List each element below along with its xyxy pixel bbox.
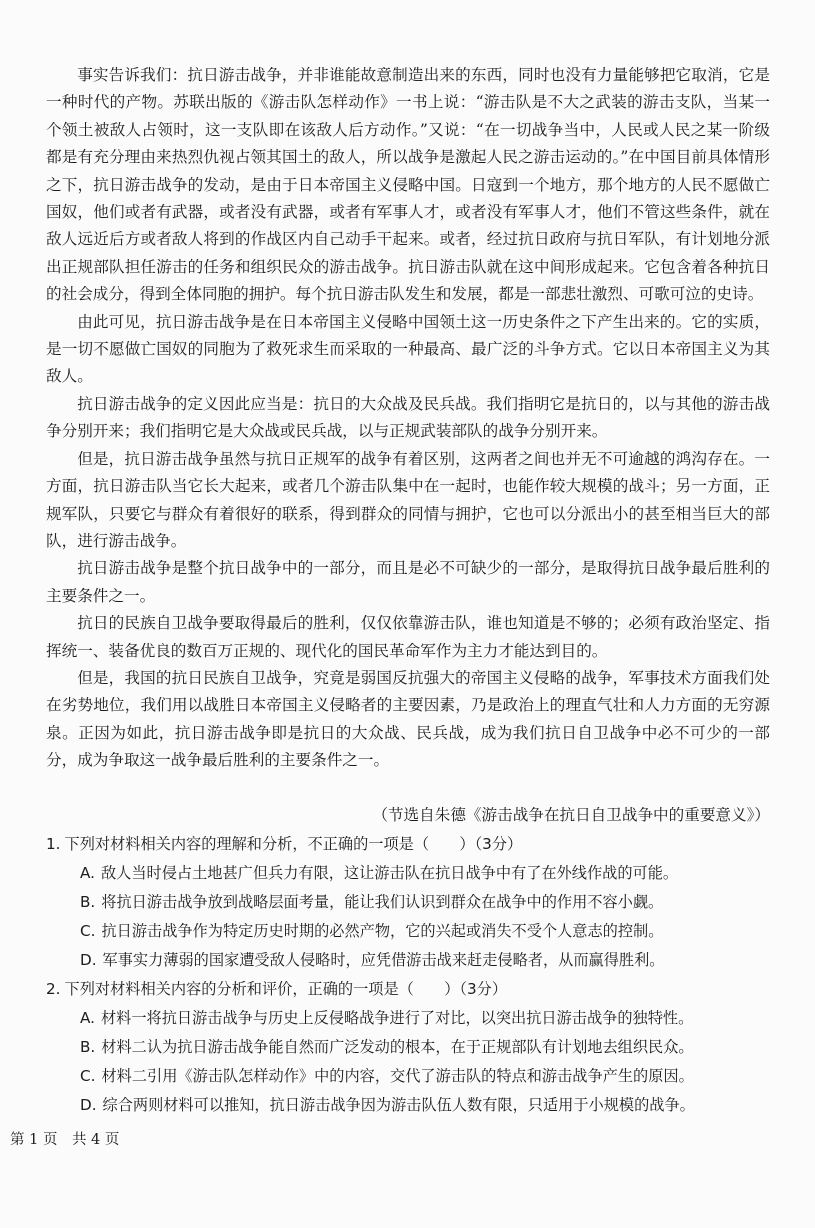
option-letter: A. [80,864,95,882]
page-number-footer: 第 1 页 共 4 页 [10,1132,120,1148]
option-text: 抗日游击战争作为特定历史时期的必然产物，它的兴起或消失不受个人意志的控制。 [101,922,664,940]
passage-paragraph: 事实告诉我们：抗日游击战争，并非谁能故意制造出来的东西，同时也没有力量能够把它取消，它是一种时代的产物。苏联出版的《游击队怎样动作》一书上说：“游击队是不大之武装的游击支队，当某一个领土被敌人占领时，这一支队即在该敌人后方动作。”又说：“在一切战争当中，人民或人民之某一阶级都是有充分理由来热烈仇视占领其国土的敌人，所以战争是激起人民之游击运动的。”在中国目前具体情形之下，抗日游击战争的发动，是由于日本帝国主义侵略中国。日寇到一个地方，那个地方的人民不愿做亡国奴，他们或者有武器，或者没有武器，或者有军事人才，或者没有军事人才，他们不管这些条件，就在敌人远近后方或者敌人将到的作战区内自己动手干起来。或者，经过抗日政府与抗日军队，有计划地分派出正规部队担任游击的任务和组织民众的游击战争。抗日游击队就在这中间形成起来。它包含着各种抗日的社会成分，得到全体同胞的拥护。每个抗日游击队发生和发展，都是一部悲壮激烈、可歌可泣的史诗。 [46,66,770,304]
question-list [46,830,770,1120]
reading-passage [46,62,770,775]
option-text: 军事实力薄弱的国家遭受敌人侵略时，应凭借游击战来赶走侵略者，从而赢得胜利。 [102,951,665,969]
answer-option-a[interactable] [80,859,770,888]
question-2 [46,975,770,1120]
option-letter: C. [80,922,96,940]
question-text: 下列对材料相关内容的分析和评价，正确的一项是（ ）（3分） [64,980,508,998]
option-letter: C. [80,1067,96,1085]
answer-option-c[interactable] [80,1062,770,1091]
answer-option-a[interactable] [80,1004,770,1033]
answer-option-d[interactable] [80,1091,770,1120]
option-letter: B. [80,1038,96,1056]
option-letter: D. [80,1096,97,1114]
question-stem [46,830,770,859]
option-text: 综合两则材料可以推知，抗日游击战争因为游击队伍人数有限，只适用于小规模的战争。 [102,1096,695,1114]
question-number: 2. [46,980,61,998]
passage-paragraph: 但是，我国的抗日民族自卫战争，究竟是弱国反抗强大的帝国主义侵略的战争，军事技术方面我们处在劣势地位，我们用以战胜日本帝国主义侵略者的主要因素，乃是政治上的理直气壮和人力方面的无穷源泉。正因为如此，抗日游击战争即是抗日的大众战、民兵战，成为我们抗日自卫战争中必不可少的一部分，成为争取这一战争最后胜利的主要条件之一。 [46,668,770,770]
question-number: 1. [46,835,61,853]
option-text: 敌人当时侵占土地甚广但兵力有限，这让游击队在抗日战争中有了在外线作战的可能。 [100,864,679,882]
option-text: 材料一将抗日游击战争与历史上反侵略战争进行了对比，以突出抗日游击战争的独特性。 [100,1009,694,1027]
option-text: 材料二认为抗日游击战争能自然而广泛发动的根本，在于正规部队有计划地去组织民众。 [101,1038,694,1056]
passage-paragraph: 但是，抗日游击战争虽然与抗日正规军的战争有着区别，这两者之间也并无不可逾越的鸿沟存在。一方面，抗日游击队当它长大起来，或者几个游击队集中在一起时，也能作较大规模的战斗；另一方面，正规军队，只要它与群众有着很好的联系，得到群众的同情与拥护，它也可以分派出小的甚至相当巨大的部队，进行游击战争。 [46,449,770,550]
question-1 [46,830,770,975]
option-letter: A. [80,1009,95,1027]
passage-paragraph: 抗日游击战争的定义因此应当是：抗日的大众战及民兵战。我们指明它是抗日的，以与其他的游击战争分别开来；我们指明它是大众战或民兵战，以与正规武装部队的战争分别开来。 [46,394,770,441]
answer-option-b[interactable] [80,1033,770,1062]
passage-paragraph: 由此可见，抗日游击战争是在日本帝国主义侵略中国领土这一历史条件之下产生出来的。它的实质，是一切不愿做亡国奴的同胞为了救死求生而采取的一种最高、最广泛的斗争方式。它以日本帝国主义为其敌人。 [46,312,770,386]
option-letter: B. [80,893,96,911]
answer-option-b[interactable] [80,888,770,917]
passage-source: （节选自朱德《游击战争在抗日自卫战争中的重要意义》） [372,806,770,824]
passage-paragraph: 抗日的民族自卫战争要取得最后的胜利，仅仅依靠游击队，谁也知道是不够的；必须有政治坚定、指挥统一、装备优良的数百万正规的、现代化的国民革命军作为主力才能达到目的。 [46,614,770,660]
option-letter: D. [80,951,97,969]
passage-paragraph: 抗日游击战争是整个抗日战争中的一部分，而且是必不可缺少的一部分，是取得抗日战争最后胜利的主要条件之一。 [46,559,770,605]
question-text: 下列对材料相关内容的理解和分析，不正确的一项是（ ）（3分） [64,835,523,853]
question-stem [46,975,770,1004]
answer-option-c[interactable] [80,917,770,946]
option-text: 将抗日游击战争放到战略层面考量，能让我们认识到群众在战争中的作用不容小觑。 [101,893,664,911]
answer-option-d[interactable] [80,946,770,975]
option-text: 材料二引用《游击队怎样动作》中的内容，交代了游击队的特点和游击战争产生的原因。 [101,1067,694,1085]
